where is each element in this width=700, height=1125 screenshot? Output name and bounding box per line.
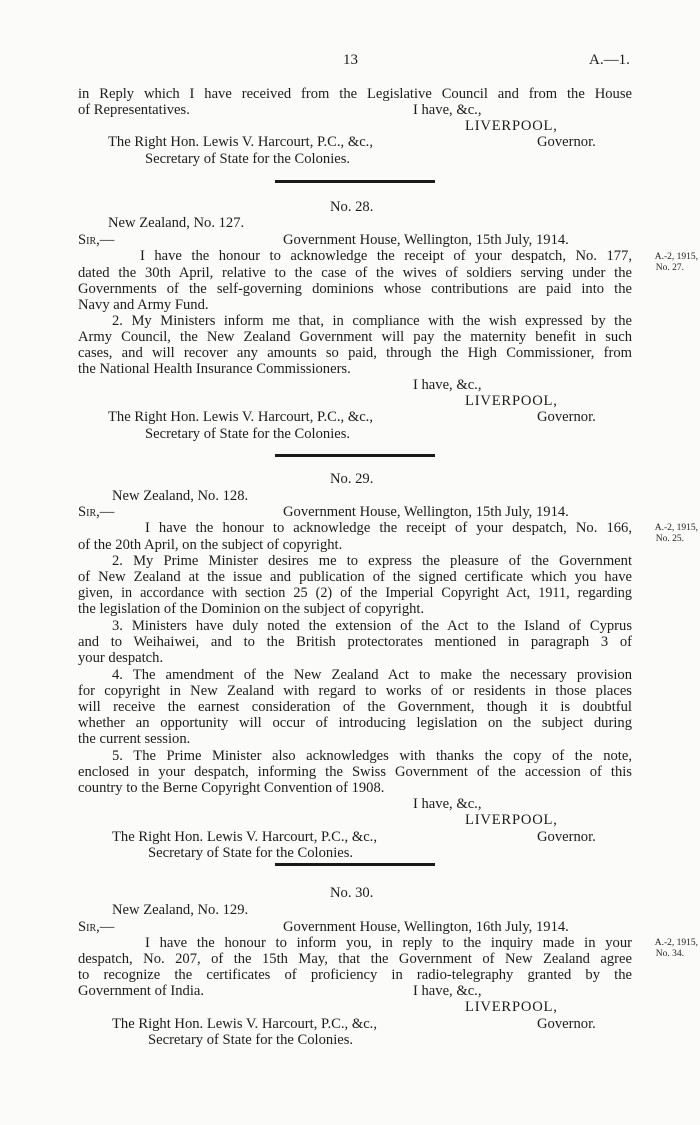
salutation: Sir,— [78, 919, 115, 935]
closing: I have, &c., [413, 796, 482, 812]
margin-note: A.-2, 1915, No. 27. [654, 252, 698, 273]
paragraph-line: Army Council, the New Zealand Government will pay the maternity benefit in such [78, 329, 632, 345]
paragraph-line: Navy and Army Fund. [78, 297, 209, 313]
signature: LIVERPOOL, [465, 393, 558, 409]
paragraph-line: I have the honour to inform you, in reply to the inquiry made in your [145, 935, 632, 951]
paragraph-line: your despatch. [78, 650, 164, 666]
letter-reference: New Zealand, No. 129. [112, 902, 249, 918]
paragraph-line: 5. The Prime Minister also acknowledges with thanks the copy of the note, [112, 748, 632, 764]
section-divider [275, 863, 435, 866]
paragraph-line: for copyright in New Zealand with regard to works of or residents in those places [78, 683, 632, 699]
paragraph-line: the National Health Insurance Commissioners. [78, 361, 351, 377]
paragraph-line: whether an opportunity will occur of introducing legislation on the subject during [78, 715, 632, 731]
closing: I have, &c., [413, 983, 482, 999]
intro-line: of Representatives. [78, 102, 190, 118]
paragraph-line: cases, and will recover any amounts so paid, through the High Commissioner, from [78, 345, 632, 361]
letter-reference: New Zealand, No. 128. [112, 488, 249, 504]
section-divider [275, 454, 435, 457]
paragraph-line: country to the Berne Copyright Convention of 1908. [78, 780, 385, 796]
addressee-role: Secretary of State for the Colonies. [148, 845, 354, 861]
letter-heading: No. 28. [330, 199, 374, 215]
paragraph-line: of the 20th April, on the subject of copyright. [78, 537, 343, 553]
paragraph-line: to recognize the certificates of proficiency in radio-telegraphy granted by the [78, 967, 632, 983]
paragraph-line: the legislation of the Dominion on the subject of copyright. [78, 601, 425, 617]
letter-heading: No. 29. [330, 471, 374, 487]
signature: LIVERPOOL, [465, 812, 558, 828]
addressee-role: Secretary of State for the Colonies. [145, 426, 351, 442]
signatory-title: Governor. [537, 409, 596, 425]
paragraph-line: the current session. [78, 731, 191, 747]
signatory-title: Governor. [537, 829, 596, 845]
paragraph-line: dated the 30th April, relative to the case of the wives of soldiers serving under the [78, 265, 632, 281]
signature: LIVERPOOL, [465, 999, 558, 1015]
place-date: Government House, Wellington, 16th July, 1914. [283, 919, 569, 935]
salutation: Sir,— [78, 232, 115, 248]
paragraph-line: I have the honour to acknowledge the receipt of your despatch, No. 177, [140, 248, 632, 264]
addressee: The Right Hon. Lewis V. Harcourt, P.C., &c., [112, 829, 377, 845]
paragraph-line: 2. My Prime Minister desires me to express the pleasure of the Government [112, 553, 632, 569]
addressee: The Right Hon. Lewis V. Harcourt, P.C., &c., [108, 134, 373, 150]
addressee-role: Secretary of State for the Colonies. [145, 151, 351, 167]
paragraph-line: 2. My Ministers inform me that, in compliance with the wish expressed by the [112, 313, 632, 329]
place-date: Government House, Wellington, 15th July, 1914. [283, 504, 569, 520]
letter-heading: No. 30. [330, 885, 374, 901]
margin-note: A.-2, 1915, No. 34. [654, 938, 698, 959]
closing: I have, &c., [413, 377, 482, 393]
margin-note: A.-2, 1915, No. 25. [654, 523, 698, 544]
document-reference: A.—1. [589, 52, 630, 68]
paragraph-line: and to Weihaiwei, and to the British protectorates mentioned in paragraph 3 of [78, 634, 632, 650]
addressee: The Right Hon. Lewis V. Harcourt, P.C., &c., [108, 409, 373, 425]
paragraph-line: I have the honour to acknowledge the receipt of your despatch, No. 166, [145, 520, 632, 536]
addressee: The Right Hon. Lewis V. Harcourt, P.C., &c., [112, 1016, 377, 1032]
salutation: Sir,— [78, 504, 115, 520]
letter-reference: New Zealand, No. 127. [108, 215, 245, 231]
page-number: 13 [343, 52, 358, 68]
intro-line: in Reply which I have received from the Legislative Council and from the House [78, 86, 632, 102]
paragraph-line: Government of India. [78, 983, 205, 999]
signature: LIVERPOOL, [465, 118, 558, 134]
paragraph-line: will receive the earnest consideration of the Government, though it is doubtful [78, 699, 632, 715]
paragraph-line: 4. The amendment of the New Zealand Act to make the necessary provision [112, 667, 632, 683]
closing: I have, &c., [413, 102, 482, 118]
paragraph-line: despatch, No. 207, of the 15th May, that the Government of New Zealand agree [78, 951, 632, 967]
place-date: Government House, Wellington, 15th July, 1914. [283, 232, 569, 248]
signatory-title: Governor. [537, 134, 596, 150]
signatory-title: Governor. [537, 1016, 596, 1032]
section-divider [275, 180, 435, 183]
paragraph-line: of New Zealand at the issue and publication of the signed certificate which you have [78, 569, 632, 585]
paragraph-line: given, in accordance with section 25 (2) of the Imperial Copyright Act, 1911, regarding [78, 585, 632, 601]
paragraph-line: Governments of the self-governing dominions whose contributions are paid into the [78, 281, 632, 297]
addressee-role: Secretary of State for the Colonies. [148, 1032, 354, 1048]
paragraph-line: 3. Ministers have duly noted the extension of the Act to the Island of Cyprus [112, 618, 632, 634]
paragraph-line: enclosed in your despatch, informing the Swiss Government of the accession of this [78, 764, 632, 780]
